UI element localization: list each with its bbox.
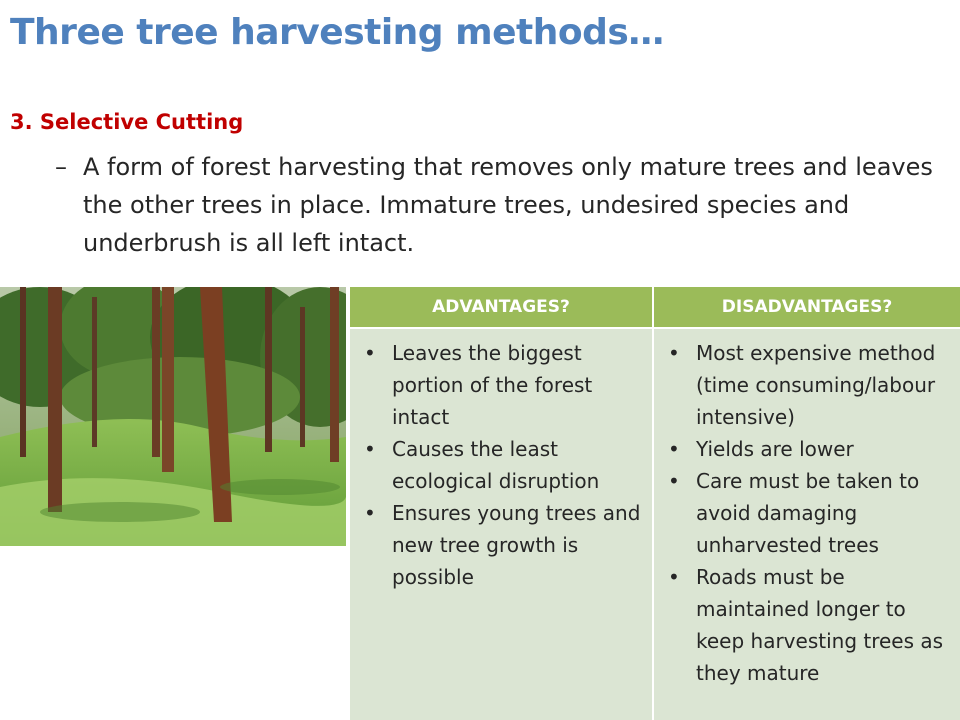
disadvantages-header: DISADVANTAGES? — [654, 287, 960, 327]
slide-title: Three tree harvesting methods… — [10, 12, 664, 53]
disadvantages-cell — [654, 329, 960, 720]
list-item: • Leaves the biggest portion of the forest intact — [362, 337, 642, 433]
list-item: • Ensures young trees and new tree growth is possible — [362, 497, 642, 593]
list-item: • Yields are lower — [666, 433, 950, 465]
method-subheading: 3. Selective Cutting — [10, 110, 244, 134]
dash-bullet: – — [55, 153, 67, 181]
list-item: • Causes the least ecological disruption — [362, 433, 642, 497]
disadvantages-list — [666, 337, 950, 689]
list-item: • Care must be taken to avoid damaging unharvested trees — [666, 465, 950, 561]
description-text: A form of forest harvesting that removes only mature trees and leaves the other trees in place. Immature trees, undesired species and underbrush is all left intact. — [83, 153, 933, 257]
forest-photo — [0, 287, 346, 546]
pros-cons-table — [350, 287, 960, 720]
advantages-cell — [350, 329, 652, 720]
advantages-header: ADVANTAGES? — [350, 287, 652, 327]
advantages-list — [362, 337, 642, 593]
method-description — [55, 148, 955, 262]
list-item: • Most expensive method (time consuming/labour intensive) — [666, 337, 950, 433]
list-item: • Roads must be maintained longer to keep harvesting trees as they mature — [666, 561, 950, 689]
